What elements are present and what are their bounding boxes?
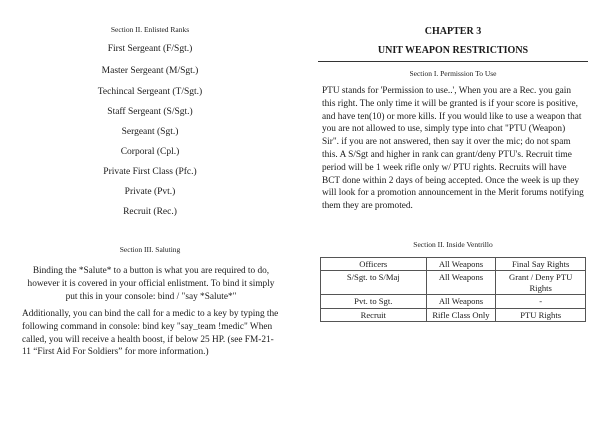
rank-item: Techincal Sergeant (T/Sgt.) — [97, 87, 203, 97]
rank-item: Private First Class (Pfc.) — [103, 167, 197, 177]
ventrillo-section-heading: Section II. Inside Ventrillo — [413, 240, 493, 249]
table-row — [321, 308, 586, 321]
table-cell: Recruit — [321, 308, 427, 321]
table-row — [321, 258, 586, 271]
right-page — [318, 0, 588, 425]
rank-item: Recruit (Rec.) — [123, 207, 177, 217]
chapter-title: UNIT WEAPON RESTRICTIONS — [377, 45, 529, 56]
rank-item: Corporal (Cpl.) — [120, 147, 180, 157]
chapter-divider — [318, 61, 588, 62]
rank-item: First Sergeant (F/Sgt.) — [107, 44, 193, 54]
saluting-paragraph: Binding the *Salute* to a button is what you are required to do, however it is covered in your official enlistment. To bind it simply put this in your console: bind / "say *Salute*" — [27, 266, 275, 302]
permission-paragraph: PTU stands for 'Permission to use..', When you are a Rec. you gain this right. The only time it will be granted is if your score is positive, and have ten(10) or more kills. If you would like to use a weapon that you are not allowed to use, simply type into chat "PTU (Weapon) Sir". if you are not answered, then say it over the mic; do not spam this. A S/Sgt and higher in rank can grant/deny PTU's. Recruit time period will be 1 week rifle only w/ PTU rights. Recruits will have BCT done within 2 days of being accepted. Once the week is up they will look for a promotion announcement in the Merit forums notifying them they are promoted. — [322, 86, 584, 212]
table-cell: - — [496, 295, 586, 308]
table-cell: Grant / Deny PTU Rights — [496, 271, 586, 295]
rank-item: Private (Pvt.) — [124, 187, 176, 197]
table-cell: Final Say Rights — [496, 258, 586, 271]
rank-item: Master Sergeant (M/Sgt.) — [101, 66, 199, 76]
chapter-number: CHAPTER 3 — [424, 26, 482, 37]
table-cell: S/Sgt. to S/Maj — [321, 271, 427, 295]
ranks-section-heading: Section II. Enlisted Ranks — [110, 25, 190, 34]
table-cell: All Weapons — [426, 271, 496, 295]
table-row — [321, 271, 586, 295]
table-cell: Rifle Class Only — [426, 308, 496, 321]
rank-item: Staff Sergeant (S/Sgt.) — [107, 107, 193, 117]
rank-item: Sergeant (Sgt.) — [121, 127, 179, 137]
table-cell: PTU Rights — [496, 308, 586, 321]
table-cell: All Weapons — [426, 295, 496, 308]
table-cell: All Weapons — [426, 258, 496, 271]
table-cell: Pvt. to Sgt. — [321, 295, 427, 308]
medic-paragraph: Additionally, you can bind the call for a medic to a key by typing the following command in console: bind key "say_team !medic" When called, you will receive a health boost, if below 25 HP. (see FM-21-11 “First Aid For Soldiers” for more information.) — [22, 309, 279, 358]
table-cell: Officers — [321, 258, 427, 271]
permission-section-heading: Section I. Permission To Use — [409, 69, 497, 78]
table-row — [321, 295, 586, 308]
weapon-restrictions-table — [320, 257, 586, 322]
saluting-section-heading: Section III. Saluting — [119, 245, 181, 254]
